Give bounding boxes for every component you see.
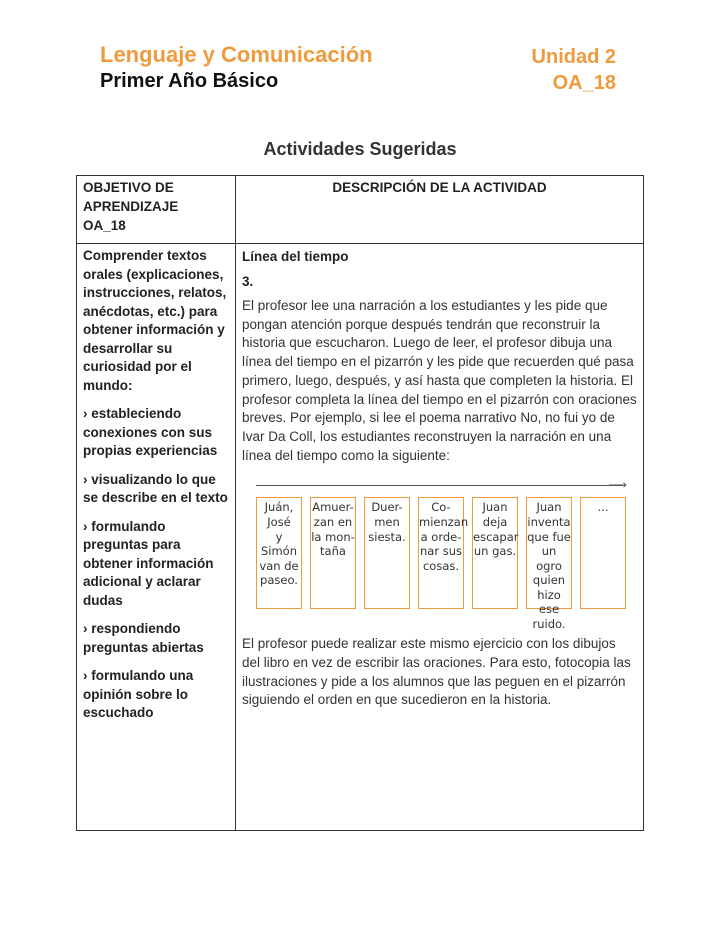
timeline-line-text: escapar bbox=[473, 529, 519, 544]
objective-header-line: OBJETIVO DE bbox=[83, 180, 174, 195]
timeline-line-text: a orde- bbox=[420, 529, 462, 544]
timeline-boxes bbox=[256, 497, 626, 632]
timeline-line-text: cosas. bbox=[422, 558, 460, 573]
objective-header-cell bbox=[77, 176, 236, 244]
activity-paragraph: El profesor puede realizar este mismo ejercicio con los dibujos del libro en vez de escribir las oraciones. Para esto, fotocopia las ilustraciones y pide a los alumnos que las peguen en el pizarrón siguiendo el orden en que sucedieron en la historia. bbox=[242, 636, 631, 708]
timeline-line-text: Amuer- bbox=[312, 500, 354, 515]
timeline-line-text: y Simón bbox=[260, 529, 298, 559]
timeline-line-text: taña bbox=[320, 544, 346, 559]
activities-table bbox=[76, 175, 644, 831]
objective-bullet: › respondiendo preguntas abiertas bbox=[83, 621, 204, 655]
objective-header-line: OA_18 bbox=[83, 218, 126, 233]
section-title: Actividades Sugeridas bbox=[263, 139, 457, 159]
timeline-box bbox=[526, 497, 572, 632]
objective-header-line: APRENDIZAJE bbox=[83, 199, 179, 214]
timeline-line-text: deja bbox=[482, 514, 508, 529]
timeline-line-text: Juan bbox=[482, 500, 508, 515]
timeline-box bbox=[472, 497, 518, 609]
objective-text: Comprender textos orales (explicaciones, instrucciones, relatos, anécdotas, etc.) para obtener información y desarrollar su curiosidad por el mundo: bbox=[83, 248, 227, 393]
objective-bullet: › formulando una opinión sobre lo escuchado bbox=[83, 668, 194, 720]
timeline-line-text: Duer- bbox=[371, 500, 403, 515]
grade-title: Primer Año Básico bbox=[100, 70, 279, 92]
timeline-line-text: inventa bbox=[527, 514, 571, 529]
timeline-box bbox=[256, 497, 302, 609]
arrow-right-icon: ⟶ bbox=[608, 477, 627, 493]
page-header-right bbox=[532, 44, 616, 96]
timeline-line-text: José bbox=[267, 514, 291, 529]
objective-bullet: › formulando preguntas para obtener información adicional y aclarar dudas bbox=[83, 518, 214, 608]
objective-code: OA_18 bbox=[552, 72, 616, 94]
timeline-box bbox=[580, 497, 626, 609]
timeline-line-text: zan en bbox=[313, 514, 353, 529]
timeline-figure bbox=[242, 473, 637, 632]
objective-bullet: › visualizando lo que se describe en el texto bbox=[83, 471, 228, 505]
timeline-line-text: siesta. bbox=[368, 529, 406, 544]
timeline-line-text: un gas. bbox=[473, 544, 517, 559]
activity-cell bbox=[236, 244, 644, 831]
timeline-box bbox=[364, 497, 410, 609]
timeline-line-text: Juan bbox=[536, 500, 562, 515]
timeline-line-text: men bbox=[374, 514, 400, 529]
timeline-line-text: paseo. bbox=[260, 573, 298, 588]
timeline-box bbox=[418, 497, 469, 609]
objective-bullet: › estableciendo conexiones con sus propias experiencias bbox=[83, 406, 218, 458]
objectives-cell bbox=[77, 244, 236, 831]
description-header-cell: DESCRIPCIÓN DE LA ACTIVIDAD bbox=[236, 176, 644, 244]
timeline-line-text: Co- bbox=[431, 500, 451, 515]
timeline-line-text: ruido. bbox=[532, 617, 566, 632]
timeline-line bbox=[256, 485, 623, 486]
activity-paragraph: El profesor lee una narración a los estudiantes y les pide que pongan atención porque después tendrán que reconstruir la historia que escucharon. Luego de leer, el profesor dibuja una línea del tiempo en el pizarrón y les pide que recuerden qué pasa primero, luego, después, y así hasta que completen la historia. El profesor completa la línea del tiempo en el pizarrón con oraciones breves. Por ejemplo, si lee el poema narrativo No, no fui yo de Ivar Da Coll, los estudiantes reconstruyen la narración en una línea del tiempo como la siguiente: bbox=[242, 298, 637, 463]
timeline-line-text: Juán, bbox=[264, 500, 294, 515]
activity-number: 3. bbox=[242, 274, 254, 289]
timeline-line-text: hizo ese bbox=[537, 587, 561, 617]
timeline-line-text: que fue bbox=[527, 529, 571, 544]
timeline-line-text: quien bbox=[532, 573, 566, 588]
timeline-line-text: van de bbox=[259, 558, 299, 573]
timeline-line-text: nar sus bbox=[420, 544, 462, 559]
page-header-left bbox=[100, 42, 373, 94]
timeline-box bbox=[310, 497, 356, 609]
timeline-line-text: ... bbox=[597, 500, 609, 515]
timeline-line-text: un ogro bbox=[536, 544, 562, 573]
subject-title: Lenguaje y Comunicación bbox=[100, 42, 373, 67]
activity-title: Línea del tiempo bbox=[242, 249, 349, 264]
unit-label: Unidad 2 bbox=[531, 46, 616, 68]
timeline-line-text: mienzan bbox=[419, 514, 469, 529]
timeline-line-text: la mon- bbox=[311, 529, 355, 544]
